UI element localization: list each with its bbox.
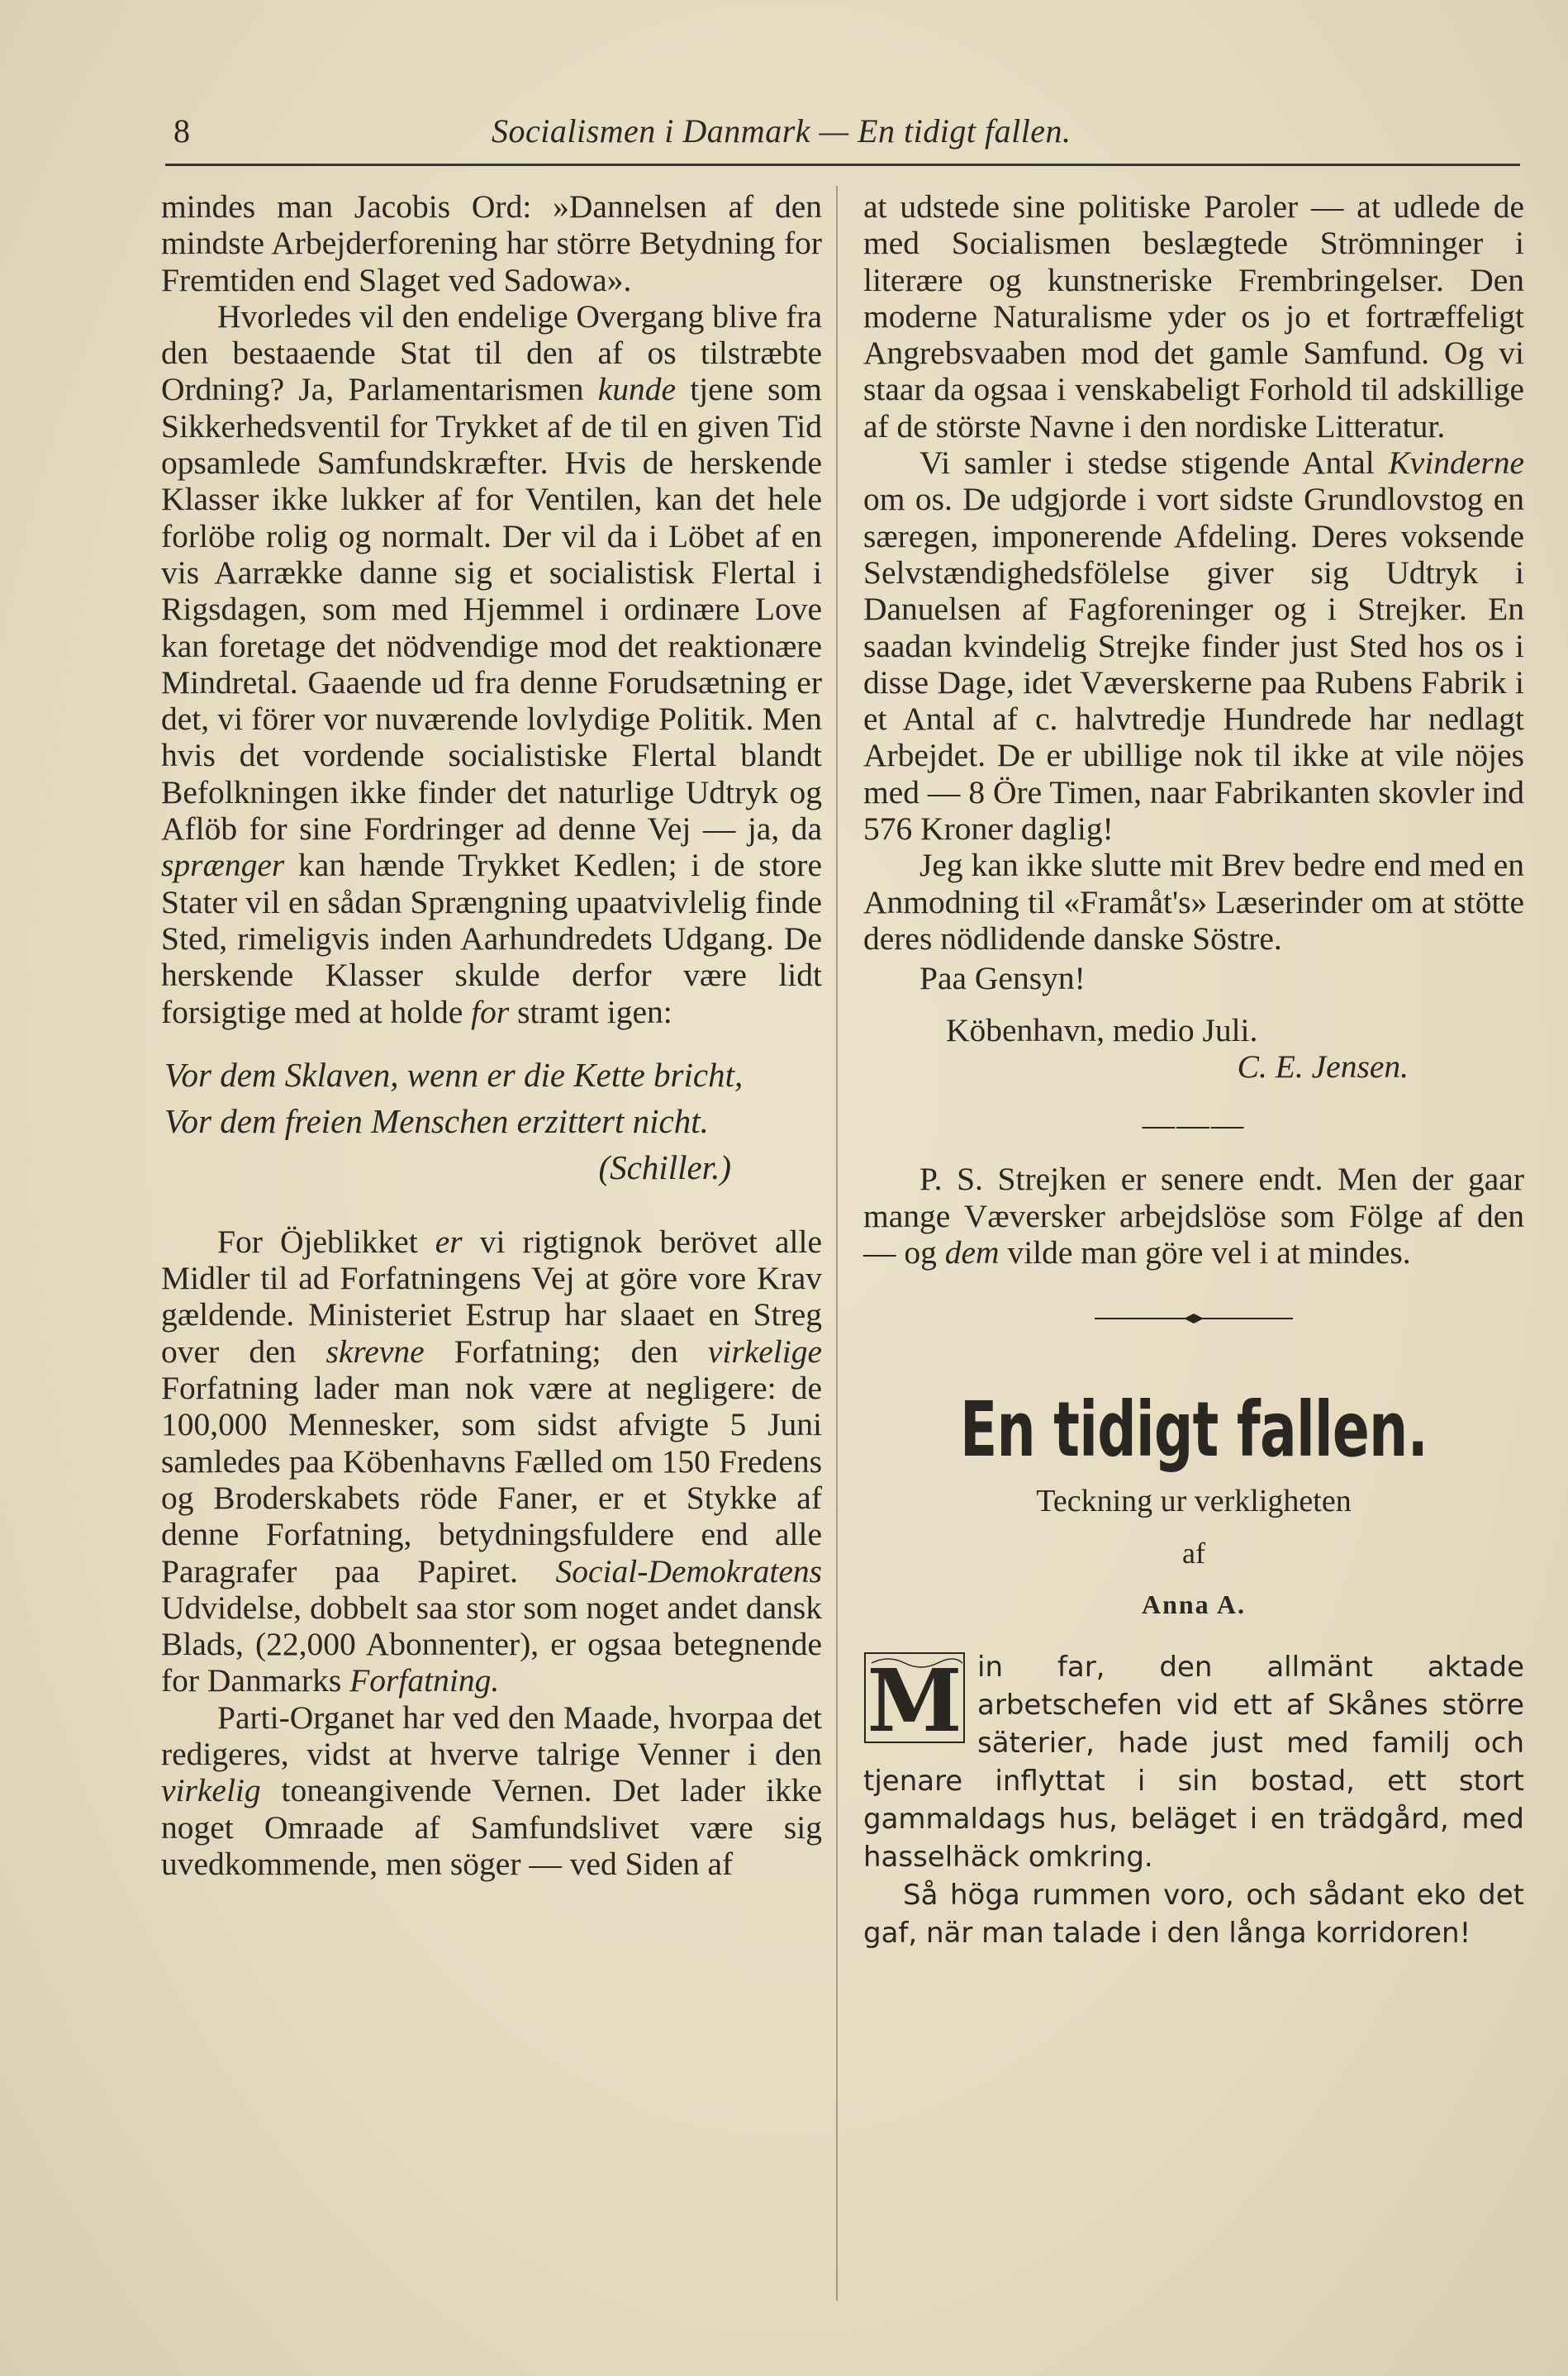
header-rule — [165, 164, 1520, 166]
schiller-quote — [161, 1052, 822, 1190]
right-paragraph-1: at udstede sine politiske Paroler — at udlede de med Socialismen beslægtede Strömninger i literære og kunstneriske Frembringelser. Den moderne Naturalisme yder os jo et fortræffeligt Angrebsvaaben mod det gamle Samfund. Og vi staar da ogsaa i venskabeligt Forhold til adskillige af de störste Navne i den nordiske Litteratur. — [863, 188, 1524, 444]
right-paragraph-2: Vi samler i stedse stigende Antal Kvinderne om os. De udgjorde i vort sidste Grundlovstog en særegen, imponerende Afdeling. Deres voksende Selvstændighedsfölelse giver sig Udtryk i Danuelsen af Fagforeninger og i Strejker. En saadan kvindelig Strejke finder just Sted hos os i disse Dage, idet Væverskerne paa Rubens Fabrik i et Antal af c. halvtredje Hundrede har nedlagt Arbejdet. De er ubillige nok til ikke at vile nöjes med — 8 Öre Timen, naar Fabrikanten skovler ind 576 Kroner daglig! — [863, 444, 1524, 848]
dropcap-m-icon — [863, 1651, 966, 1744]
left-column — [161, 188, 822, 1882]
story-title: En tidigt fallen. — [959, 1385, 1428, 1475]
right-paragraph-3: Jeg kan ikke slutte mit Brev bedre end med en Anmodning til «Framåt's» Læserinder om at stötte deres nödlidende danske Söstre. — [863, 847, 1524, 957]
quote-attribution: (Schiller.) — [598, 1148, 731, 1186]
running-title: Socialismen i Danmark — En tidigt fallen. — [492, 112, 1071, 150]
page-header — [165, 112, 1520, 161]
place-date: Köbenhavn, medio Juli. — [946, 1011, 1258, 1048]
dash-separator: ——— — [1142, 1106, 1246, 1143]
story-subtitle: Teckning ur verkligheten — [1036, 1484, 1352, 1519]
page-number: 8 — [173, 112, 190, 150]
quote-line-1: Vor dem Sklaven, wenn er die Kette bricht, — [164, 1055, 744, 1094]
right-column — [863, 188, 1524, 1952]
ornament-icon — [1095, 1310, 1293, 1327]
left-paragraph-3: For Öjeblikket er vi rigtignok berövet alle Midler til ad Forfatningens Vej at göre vore Krav gældende. Ministeriet Estrup har slaaet en Streg over den skrevne Forfatning; den virkelige Forfatning lader man nok være at negligere: de 100,000 Mennesker, som sidst afvigte 5 Juni samledes paa Köbenhavns Fælled om 150 Fredens og Broderskabets röde Faner, er et Stykke af denne Forfatning, betydningsfuldere end alle Paragrafer paa Papiret. Social-Demokratens Udvidelse, dobbelt saa stor som noget andet dansk Blads, (22,000 Abonnenter), er ogsaa betegnende for Danmarks Forfatning. — [161, 1223, 823, 1699]
story-body — [863, 1648, 1524, 1952]
signature: C. E. Jensen. — [1237, 1048, 1409, 1085]
story-paragraph-2: Så höga rummen voro, och sådant eko det gaf, när man talade i den långa korridoren! — [863, 1878, 1524, 1950]
column-separator — [836, 186, 838, 2301]
closing-greeting: Paa Gensyn! — [919, 960, 1086, 997]
ornament-rule — [863, 1310, 1524, 1327]
left-paragraph-1: mindes man Jacobis Ord: »Dannelsen af den mindste Arbejderforening har större Betydning for Fremtiden end Slaget ved Sadowa». — [161, 188, 822, 298]
story-paragraph-1: M in far, den allmänt aktade arbetschefen vid ett af Skånes större säterier, hade just med familj och tjenare inflyttat i sin bostad, ett stort gammaldags hus, beläget i en trädgård, med hasselhäck omkring. — [863, 1650, 1524, 1874]
quote-line-2: Vor dem freien Menschen erzittert nicht. — [164, 1101, 709, 1140]
svg-text:M: M — [867, 1651, 962, 1744]
story-byline-af: af — [1182, 1537, 1205, 1571]
left-paragraph-4: Parti-Organet har ved den Maade, hvorpaa det redigeres, vidst at hverve talrige Venner i den virkelig toneangivende Vernen. Det lader ikke noget Omraade af Samfundslivet være sig uvedkommende, men söger — ved Siden af — [161, 1699, 823, 1882]
left-paragraph-2: Hvorledes vil den endelige Overgang blive fra den bestaaende Stat til den af os tilstræbte Ordning? Ja, Parlamentarismen kunde tjene som Sikkerhedsventil for Trykket af de til en given Tid opsamlede Samfundskræfter. Hvis de herskende Klasser ikke lukker af for Ventilen, kan det hele forlöbe rolig og normalt. Der vil da i Löbet af en vis Aarrække danne sig et socialistisk Flertal i Rigsdagen, som med Hjemmel i ordinære Love kan foretage det nödvendige mod det reaktionære Mindretal. Gaaende ud fra denne Forudsætning er det, vi förer vor nuværende lovlydige Politik. Men hvis det vordende socialistiske Flertal blandt Befolkningen ikke finder det naturlige Udtryk og Aflöb for sine Fordringer ad denne Vej — ja, da sprænger kan hænde Trykket Kedlen; i de store Stater vil en sådan Sprængning upaatvivlelig finde Sted, rimeligvis inden Aarhundredets Udgang. De herskende Klasser skulde derfor være lidt forsigtige med at holde for stramt igen: — [161, 297, 823, 1030]
story-author: Anna A. — [1141, 1590, 1247, 1620]
postscript: P. S. Strejken er senere endt. Men der gaar mange Væversker arbejdslöse som Fölge af den — og dem vilde man göre vel i at mindes. — [863, 1161, 1524, 1271]
